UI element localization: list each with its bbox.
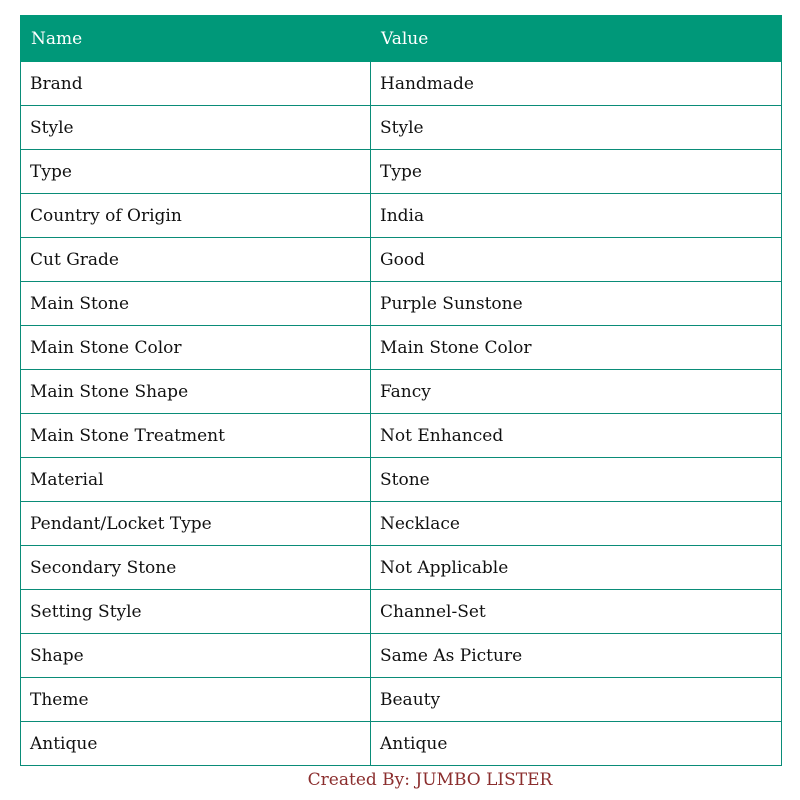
value-column-header: Value xyxy=(371,16,782,62)
name-column-header: Name xyxy=(21,16,371,62)
row-value-cell: Main Stone Color xyxy=(371,326,782,370)
table-row xyxy=(21,150,782,194)
table-row xyxy=(21,458,782,502)
table-row xyxy=(21,194,782,238)
row-name-cell: Pendant/Locket Type xyxy=(21,502,371,546)
table-row xyxy=(21,282,782,326)
table-row xyxy=(21,106,782,150)
row-value-cell: Type xyxy=(371,150,782,194)
row-name-cell: Type xyxy=(21,150,371,194)
row-value-cell: Fancy xyxy=(371,370,782,414)
row-value-cell: Antique xyxy=(371,722,782,766)
row-name-cell: Main Stone Treatment xyxy=(21,414,371,458)
row-name-cell: Brand xyxy=(21,62,371,106)
row-name-cell: Antique xyxy=(21,722,371,766)
table-row xyxy=(21,502,782,546)
row-name-cell: Theme xyxy=(21,678,371,722)
row-value-cell: Good xyxy=(371,238,782,282)
row-name-cell: Shape xyxy=(21,634,371,678)
row-value-cell: Same As Picture xyxy=(371,634,782,678)
table-row xyxy=(21,414,782,458)
row-name-cell: Main Stone Shape xyxy=(21,370,371,414)
row-value-cell: Not Enhanced xyxy=(371,414,782,458)
table-row xyxy=(21,678,782,722)
table-row xyxy=(21,590,782,634)
row-name-cell: Setting Style xyxy=(21,590,371,634)
item-specifics-table xyxy=(20,15,782,766)
row-value-cell: India xyxy=(371,194,782,238)
row-name-cell: Style xyxy=(21,106,371,150)
row-name-cell: Material xyxy=(21,458,371,502)
row-name-cell: Main Stone Color xyxy=(21,326,371,370)
row-value-cell: Purple Sunstone xyxy=(371,282,782,326)
table-row xyxy=(21,370,782,414)
row-value-cell: Channel-Set xyxy=(371,590,782,634)
table-row xyxy=(21,546,782,590)
row-value-cell: Style xyxy=(371,106,782,150)
row-name-cell: Main Stone xyxy=(21,282,371,326)
table-row xyxy=(21,634,782,678)
table-body xyxy=(21,62,782,766)
table-row xyxy=(21,722,782,766)
table-header xyxy=(21,16,782,62)
footer-credit: Created By: JUMBO LISTER xyxy=(307,770,553,790)
row-value-cell: Necklace xyxy=(371,502,782,546)
table-row xyxy=(21,62,782,106)
row-name-cell: Country of Origin xyxy=(21,194,371,238)
header-row xyxy=(21,16,782,62)
row-name-cell: Secondary Stone xyxy=(21,546,371,590)
table-row xyxy=(21,238,782,282)
row-value-cell: Beauty xyxy=(371,678,782,722)
row-value-cell: Stone xyxy=(371,458,782,502)
row-name-cell: Cut Grade xyxy=(21,238,371,282)
table-row xyxy=(21,326,782,370)
row-value-cell: Handmade xyxy=(371,62,782,106)
row-value-cell: Not Applicable xyxy=(371,546,782,590)
